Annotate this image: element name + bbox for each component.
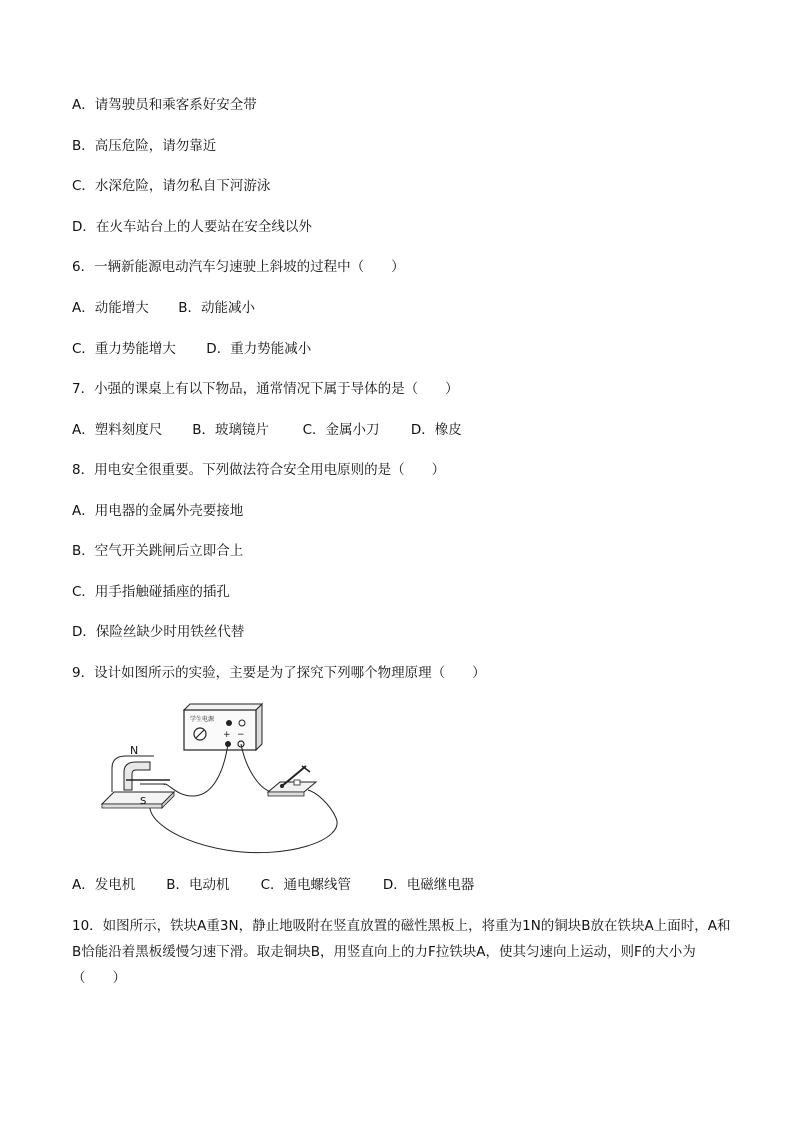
q6-option-a: A．动能增大 <box>72 300 149 316</box>
q9-option-b: B．电动机 <box>166 877 230 893</box>
option-line-c: C．水深危险，请勿私自下河游泳 <box>72 178 271 194</box>
south-pole-label: S <box>140 796 147 807</box>
north-pole-label: N <box>130 744 139 757</box>
q8-option-c: C．用手指触碰插座的插孔 <box>72 584 230 600</box>
minus-label: − <box>237 730 245 740</box>
q6-option-b: B．动能减小 <box>178 300 256 316</box>
q7-option-d: D．橡皮 <box>410 422 462 438</box>
magnet-apparatus <box>102 744 174 808</box>
q6-option-c: C．重力势能增大 <box>72 341 176 357</box>
question-8-stem: 8．用电安全很重要。下列做法符合安全用电原则的是（ ） <box>72 462 446 478</box>
question-7-stem: 7．小强的课桌上有以下物品，通常情况下属于导体的是（ ） <box>72 381 459 397</box>
q8-option-a: A．用电器的金属外壳要接地 <box>72 503 244 519</box>
q9-option-d: D．电磁继电器 <box>382 877 475 893</box>
question-6-stem: 6．一辆新能源电动汽车匀速驶上斜坡的过程中（ ） <box>72 259 405 275</box>
q7-option-c: C．金属小刀 <box>302 422 380 438</box>
power-supply <box>184 704 262 750</box>
q9-option-c: C．通电螺线管 <box>260 877 352 893</box>
question-6-options-row1 <box>72 298 255 318</box>
plus-label: + <box>223 730 231 740</box>
option-line-d: D．在火车站台上的人要站在安全线以外 <box>72 219 312 235</box>
experiment-figure <box>96 700 356 870</box>
q9-option-a: A．发电机 <box>72 877 136 893</box>
option-line-a: A．请驾驶员和乘客系好安全带 <box>72 97 257 113</box>
q7-option-b: B．玻璃镜片 <box>192 422 270 438</box>
power-supply-label: 学生电源 <box>190 716 215 723</box>
question-7-options <box>72 420 462 440</box>
question-10-stem: 10．如图所示，铁块A重3N，静止地吸附在竖直放置的磁性黑板上，将重为1N的铜块B放在铁块A上面时，A和B恰能沿着黑板缓慢匀速下滑。取走铜块B，用竖直向上的力F拉铁块A，使其匀速向上运动，则F的大小为（ ） <box>72 918 731 986</box>
question-9-stem: 9．设计如图所示的实验，主要是为了探究下列哪个物理原理（ ） <box>72 665 486 681</box>
q6-option-d: D．重力势能减小 <box>206 341 312 357</box>
option-line-b: B．高压危险，请勿靠近 <box>72 138 217 154</box>
q8-option-d: D．保险丝缺少时用铁丝代替 <box>72 624 245 640</box>
question-9-options <box>72 875 474 895</box>
q8-option-b: B．空气开关跳闸后立即合上 <box>72 543 244 559</box>
q7-option-a: A．塑料刻度尺 <box>72 422 163 438</box>
question-6-options-row2 <box>72 339 311 359</box>
knife-switch <box>268 766 316 796</box>
